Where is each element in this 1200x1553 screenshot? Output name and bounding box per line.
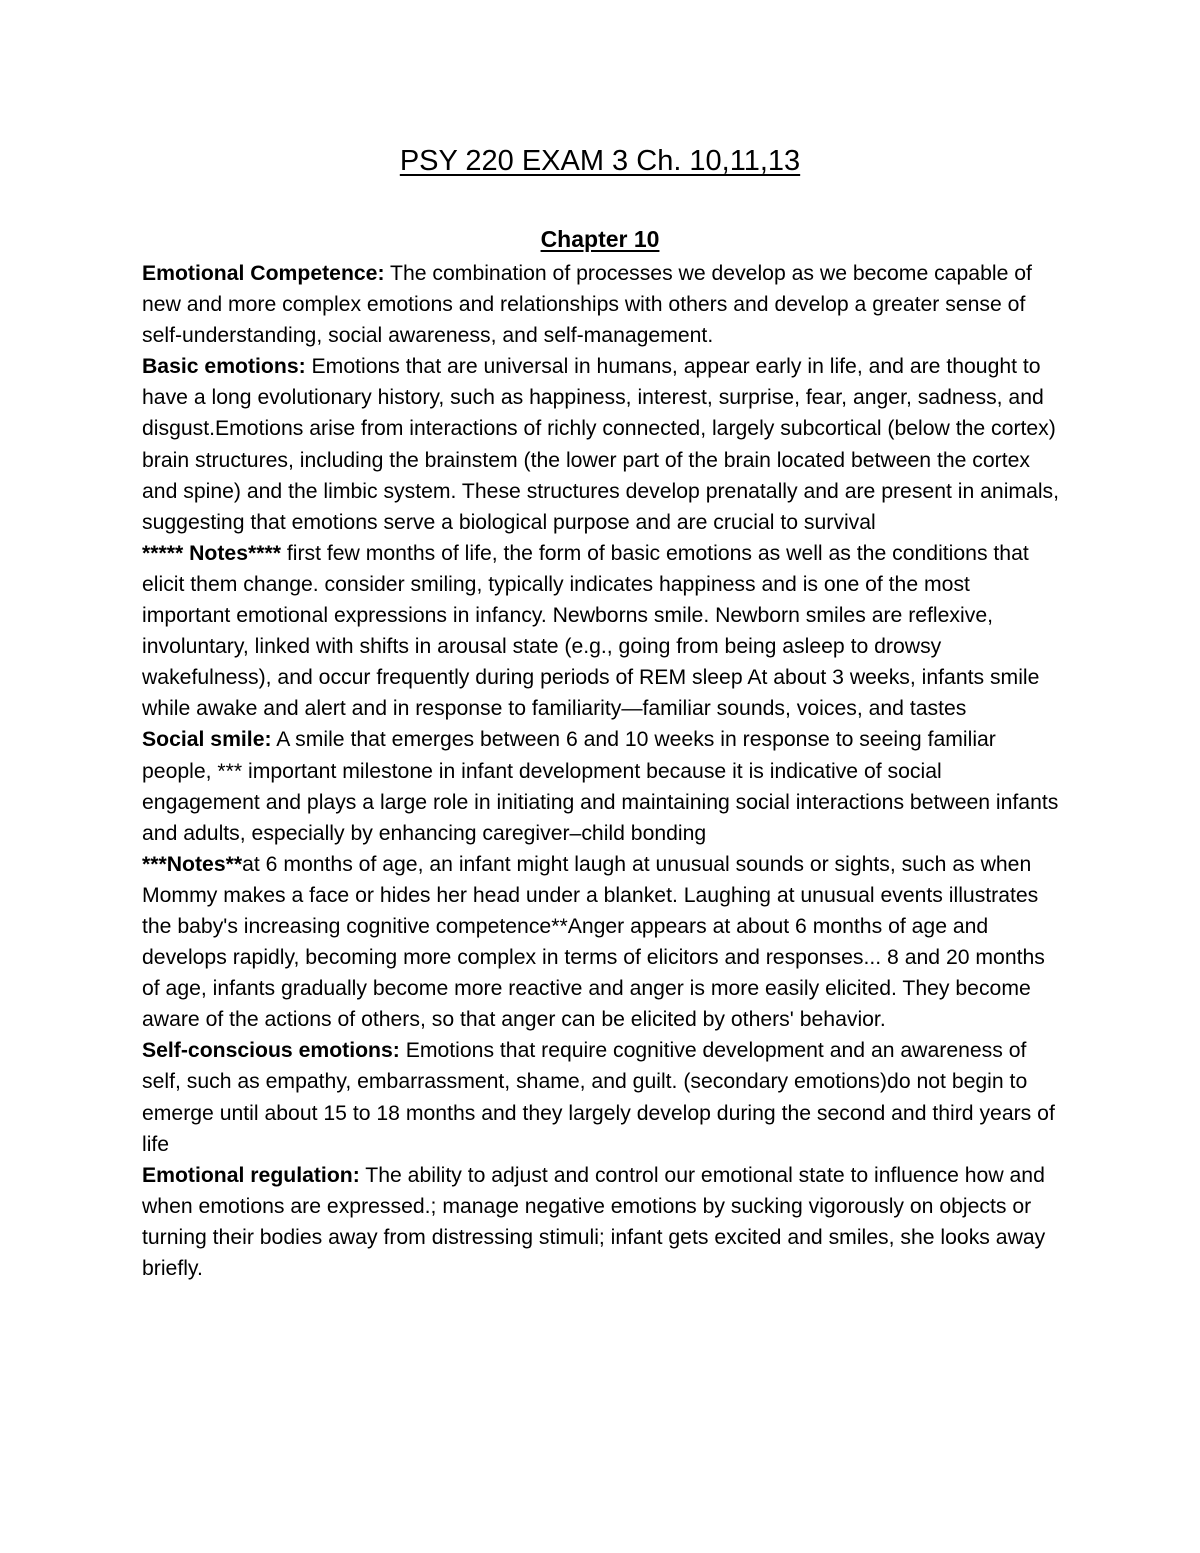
- entry-basic-emotions: [142, 351, 1064, 538]
- entry-emotional-regulation: [142, 1160, 1064, 1284]
- chapter-heading: Chapter 10: [540, 226, 660, 252]
- entry-self-conscious-emotions: [142, 1035, 1064, 1159]
- entry-term: ***Notes**: [142, 852, 243, 876]
- entry-definition: first few months of life, the form of basic emotions as well as the conditions that elicit them change. consider smiling, typically indicates happiness and is one of the most important emotional expressions in infancy. Newborns smile. Newborn smiles are reflexive, involuntary, linked with shifts in arousal state (e.g., going from being asleep to drowsy wakefulness), and occur frequently during periods of REM sleep At about 3 weeks, infants smile while awake and alert and in response to familiarity—familiar sounds, voices, and tastes: [142, 541, 1040, 721]
- entry-definition: Emotions that are universal in humans, appear early in life, and are thought to have a long evolutionary history, such as happiness, interest, surprise, fear, anger, sadness, and disgust.Emotions arise from interactions of richly connected, largely subcortical (below the cortex) brain structures, including the brainstem (the lower part of the brain located between the cortex and spine) and the limbic system. These structures develop prenatally and are present in animals, suggesting that emotions serve a biological purpose and are crucial to survival: [142, 355, 1060, 534]
- entry-social-smile: [142, 724, 1064, 848]
- entry-term: Emotional Competence:: [142, 262, 385, 285]
- entry-definition: The ability to adjust and control our emotional state to influence how and when emotions are expressed.; manage negative emotions by sucking vigorously on objects or turning their bodies away from distressing stimuli; infant gets excited and smiles, she looks away briefly.: [142, 1163, 1046, 1280]
- entry-notes-smiling: [142, 538, 1064, 725]
- entry-term: ***** Notes****: [142, 541, 281, 565]
- entry-term: Social smile:: [142, 728, 272, 752]
- entry-term: Self-conscious emotions:: [142, 1039, 400, 1063]
- document-title: PSY 220 EXAM 3 Ch. 10,11,13: [399, 145, 801, 177]
- entry-definition: at 6 months of age, an infant might laugh at unusual sounds or sights, such as when Mommy makes a face or hides her head under a blanket. Laughing at unusual events illustrates the baby's increasing cognitive competence**Anger appears at about 6 months of age and develops rapidly, becoming more complex in terms of elicitors and responses... 8 and 20 months of age, infants gradually become more reactive and anger is more easily elicited. They become aware of the actions of others, so that anger can be elicited by others' behavior.: [142, 852, 1045, 1032]
- chapter-body: [142, 258, 1064, 1284]
- entry-definition: A smile that emerges between 6 and 10 weeks in response to seeing familiar people, *** important milestone in infant development because it is indicative of social engagement and plays a large role in initiating and maintaining social interactions between infants and adults, especially by enhancing caregiver–child bonding: [142, 728, 1059, 845]
- entry-notes-laughing: [142, 849, 1064, 1036]
- entry-emotional-competence: [142, 258, 1064, 351]
- entry-definition: The combination of processes we develop as we become capable of new and more complex emotions and relationships with others and develop a greater sense of self-understanding, social awareness, and self-management.: [142, 262, 1032, 348]
- entry-term: Emotional regulation:: [142, 1163, 360, 1187]
- entry-term: Basic emotions:: [142, 355, 306, 379]
- entry-definition: Emotions that require cognitive development and an awareness of self, such as empathy, embarrassment, shame, and guilt. (secondary emotions)do not begin to emerge until about 15 to 18 months and they largely develop during the second and third years of life: [142, 1039, 1055, 1156]
